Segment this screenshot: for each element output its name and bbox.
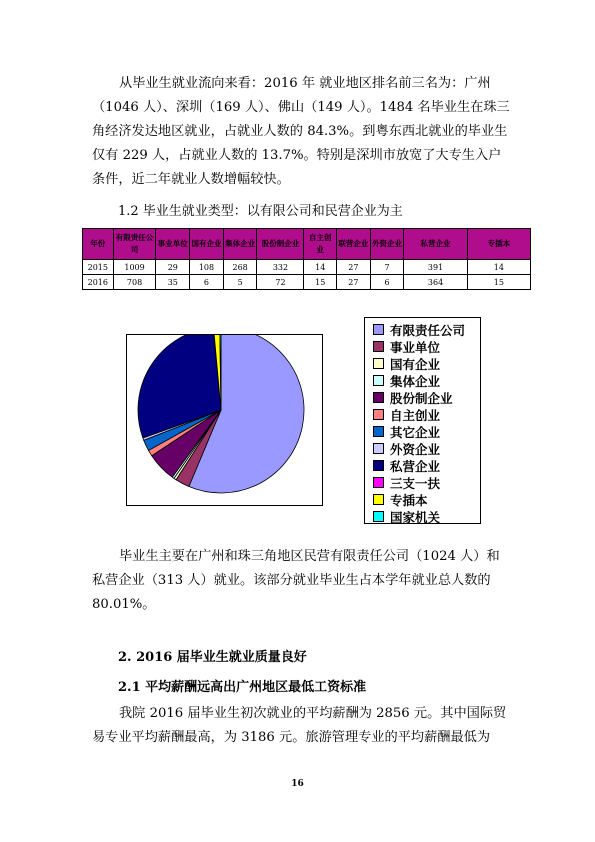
table-cell: 708 bbox=[113, 275, 156, 290]
legend-swatch bbox=[373, 511, 384, 522]
legend-item bbox=[365, 355, 480, 372]
legend-item bbox=[365, 440, 480, 457]
legend-swatch bbox=[373, 460, 384, 471]
legend-label: 外资企业 bbox=[390, 441, 441, 457]
legend-swatch bbox=[373, 375, 384, 386]
table-cell: 2015 bbox=[83, 260, 114, 275]
legend-label: 集体企业 bbox=[390, 373, 441, 389]
table-cell: 364 bbox=[404, 275, 467, 290]
legend-item bbox=[365, 474, 480, 491]
legend-swatch bbox=[373, 409, 384, 420]
employment-type-table bbox=[82, 228, 531, 290]
table-cell: 29 bbox=[156, 260, 190, 275]
legend-label: 国家机关 bbox=[390, 509, 441, 525]
table-cell: 332 bbox=[257, 260, 304, 275]
legend-swatch bbox=[373, 358, 384, 369]
legend-swatch bbox=[373, 392, 384, 403]
salary-paragraph: 我院 2016 届毕业生初次就业的平均薪酬为 2856 元。其中国际贸易专业平均薪酬最高，为 3186 元。旅游管理专业的平均薪酬最低为 bbox=[92, 706, 507, 745]
pie-chart bbox=[127, 335, 322, 505]
legend-item bbox=[365, 406, 480, 423]
table-cell: 2016 bbox=[83, 275, 114, 290]
legend-label: 三支一扶 bbox=[390, 475, 441, 491]
legend-item bbox=[365, 491, 480, 508]
header-cell: 有限责任公司 bbox=[113, 229, 156, 260]
table-header-row bbox=[83, 229, 531, 260]
header-cell: 国有企业 bbox=[190, 229, 224, 260]
legend-swatch bbox=[373, 426, 384, 437]
legend-label: 自主创业 bbox=[390, 407, 441, 423]
table-row bbox=[83, 275, 531, 290]
table-cell: 6 bbox=[190, 275, 224, 290]
legend-swatch bbox=[373, 443, 384, 454]
table-cell: 15 bbox=[467, 275, 530, 290]
pie-chart-frame bbox=[126, 334, 323, 506]
table-cell: 108 bbox=[190, 260, 224, 275]
legend-item bbox=[365, 372, 480, 389]
legend-label: 私营企业 bbox=[390, 458, 441, 474]
legend-label: 有限责任公司 bbox=[390, 322, 466, 338]
table-cell: 5 bbox=[223, 275, 257, 290]
table-cell: 15 bbox=[304, 275, 337, 290]
legend-label: 股份制企业 bbox=[390, 390, 453, 406]
header-cell: 专插本 bbox=[467, 229, 530, 260]
legend-label: 事业单位 bbox=[390, 339, 441, 355]
table-cell: 27 bbox=[337, 275, 371, 290]
header-cell: 事业单位 bbox=[156, 229, 190, 260]
table-cell: 391 bbox=[404, 260, 467, 275]
legend-item bbox=[365, 338, 480, 355]
table-row bbox=[83, 260, 531, 275]
section-2-heading: 2. 2016 届毕业生就业质量良好 bbox=[118, 650, 307, 665]
table-cell: 72 bbox=[257, 275, 304, 290]
page-number: 16 bbox=[291, 779, 304, 789]
intro-paragraph: 从毕业生就业流向来看：2016 年 就业地区排名前三名为：广州（1046 人）、深圳（169 人）、佛山（149 人）。1484 名毕业生在珠三角经济发达地区就业，占就业人数的 84.3%。到粤东西北就业的毕业生仅有 229 人，占就业人数的 13.7%。特别是深圳市放宽了大专生入户条件，近二年就业人数增幅较快。 bbox=[92, 76, 510, 187]
legend-label: 专插本 bbox=[390, 492, 428, 508]
header-cell: 年份 bbox=[83, 229, 114, 260]
table-cell: 6 bbox=[370, 275, 404, 290]
legend-item bbox=[365, 423, 480, 440]
table-cell: 35 bbox=[156, 275, 190, 290]
legend-swatch bbox=[373, 494, 384, 505]
table-cell: 1009 bbox=[113, 260, 156, 275]
table-cell: 14 bbox=[467, 260, 530, 275]
header-cell: 联营企业 bbox=[337, 229, 371, 260]
legend-swatch bbox=[373, 477, 384, 488]
section-2-1-heading: 2.1 平均薪酬远高出广州地区最低工资标准 bbox=[118, 680, 367, 695]
table-cell: 268 bbox=[223, 260, 257, 275]
legend-item bbox=[365, 389, 480, 406]
legend-item bbox=[365, 321, 480, 338]
header-cell: 私营企业 bbox=[404, 229, 467, 260]
header-cell: 外资企业 bbox=[370, 229, 404, 260]
header-cell: 自主创业 bbox=[304, 229, 337, 260]
table-cell: 14 bbox=[304, 260, 337, 275]
header-cell: 股份制企业 bbox=[257, 229, 304, 260]
pie-legend bbox=[364, 317, 481, 524]
table-cell: 27 bbox=[337, 260, 371, 275]
legend-item bbox=[365, 508, 480, 525]
legend-label: 其它企业 bbox=[390, 424, 441, 440]
legend-swatch bbox=[373, 341, 384, 352]
legend-label: 国有企业 bbox=[390, 356, 441, 372]
legend-swatch bbox=[373, 324, 384, 335]
header-cell: 集体企业 bbox=[223, 229, 257, 260]
summary-paragraph: 毕业生主要在广州和珠三角地区民营有限责任公司（1024 人）和私营企业（313 人）就业。该部分就业毕业生占本学年就业总人数的 80.01%。 bbox=[92, 549, 500, 612]
section-1-2-heading: 1.2 毕业生就业类型：以有限公司和民营企业为主 bbox=[118, 204, 403, 219]
legend-item bbox=[365, 457, 480, 474]
table-cell: 7 bbox=[370, 260, 404, 275]
